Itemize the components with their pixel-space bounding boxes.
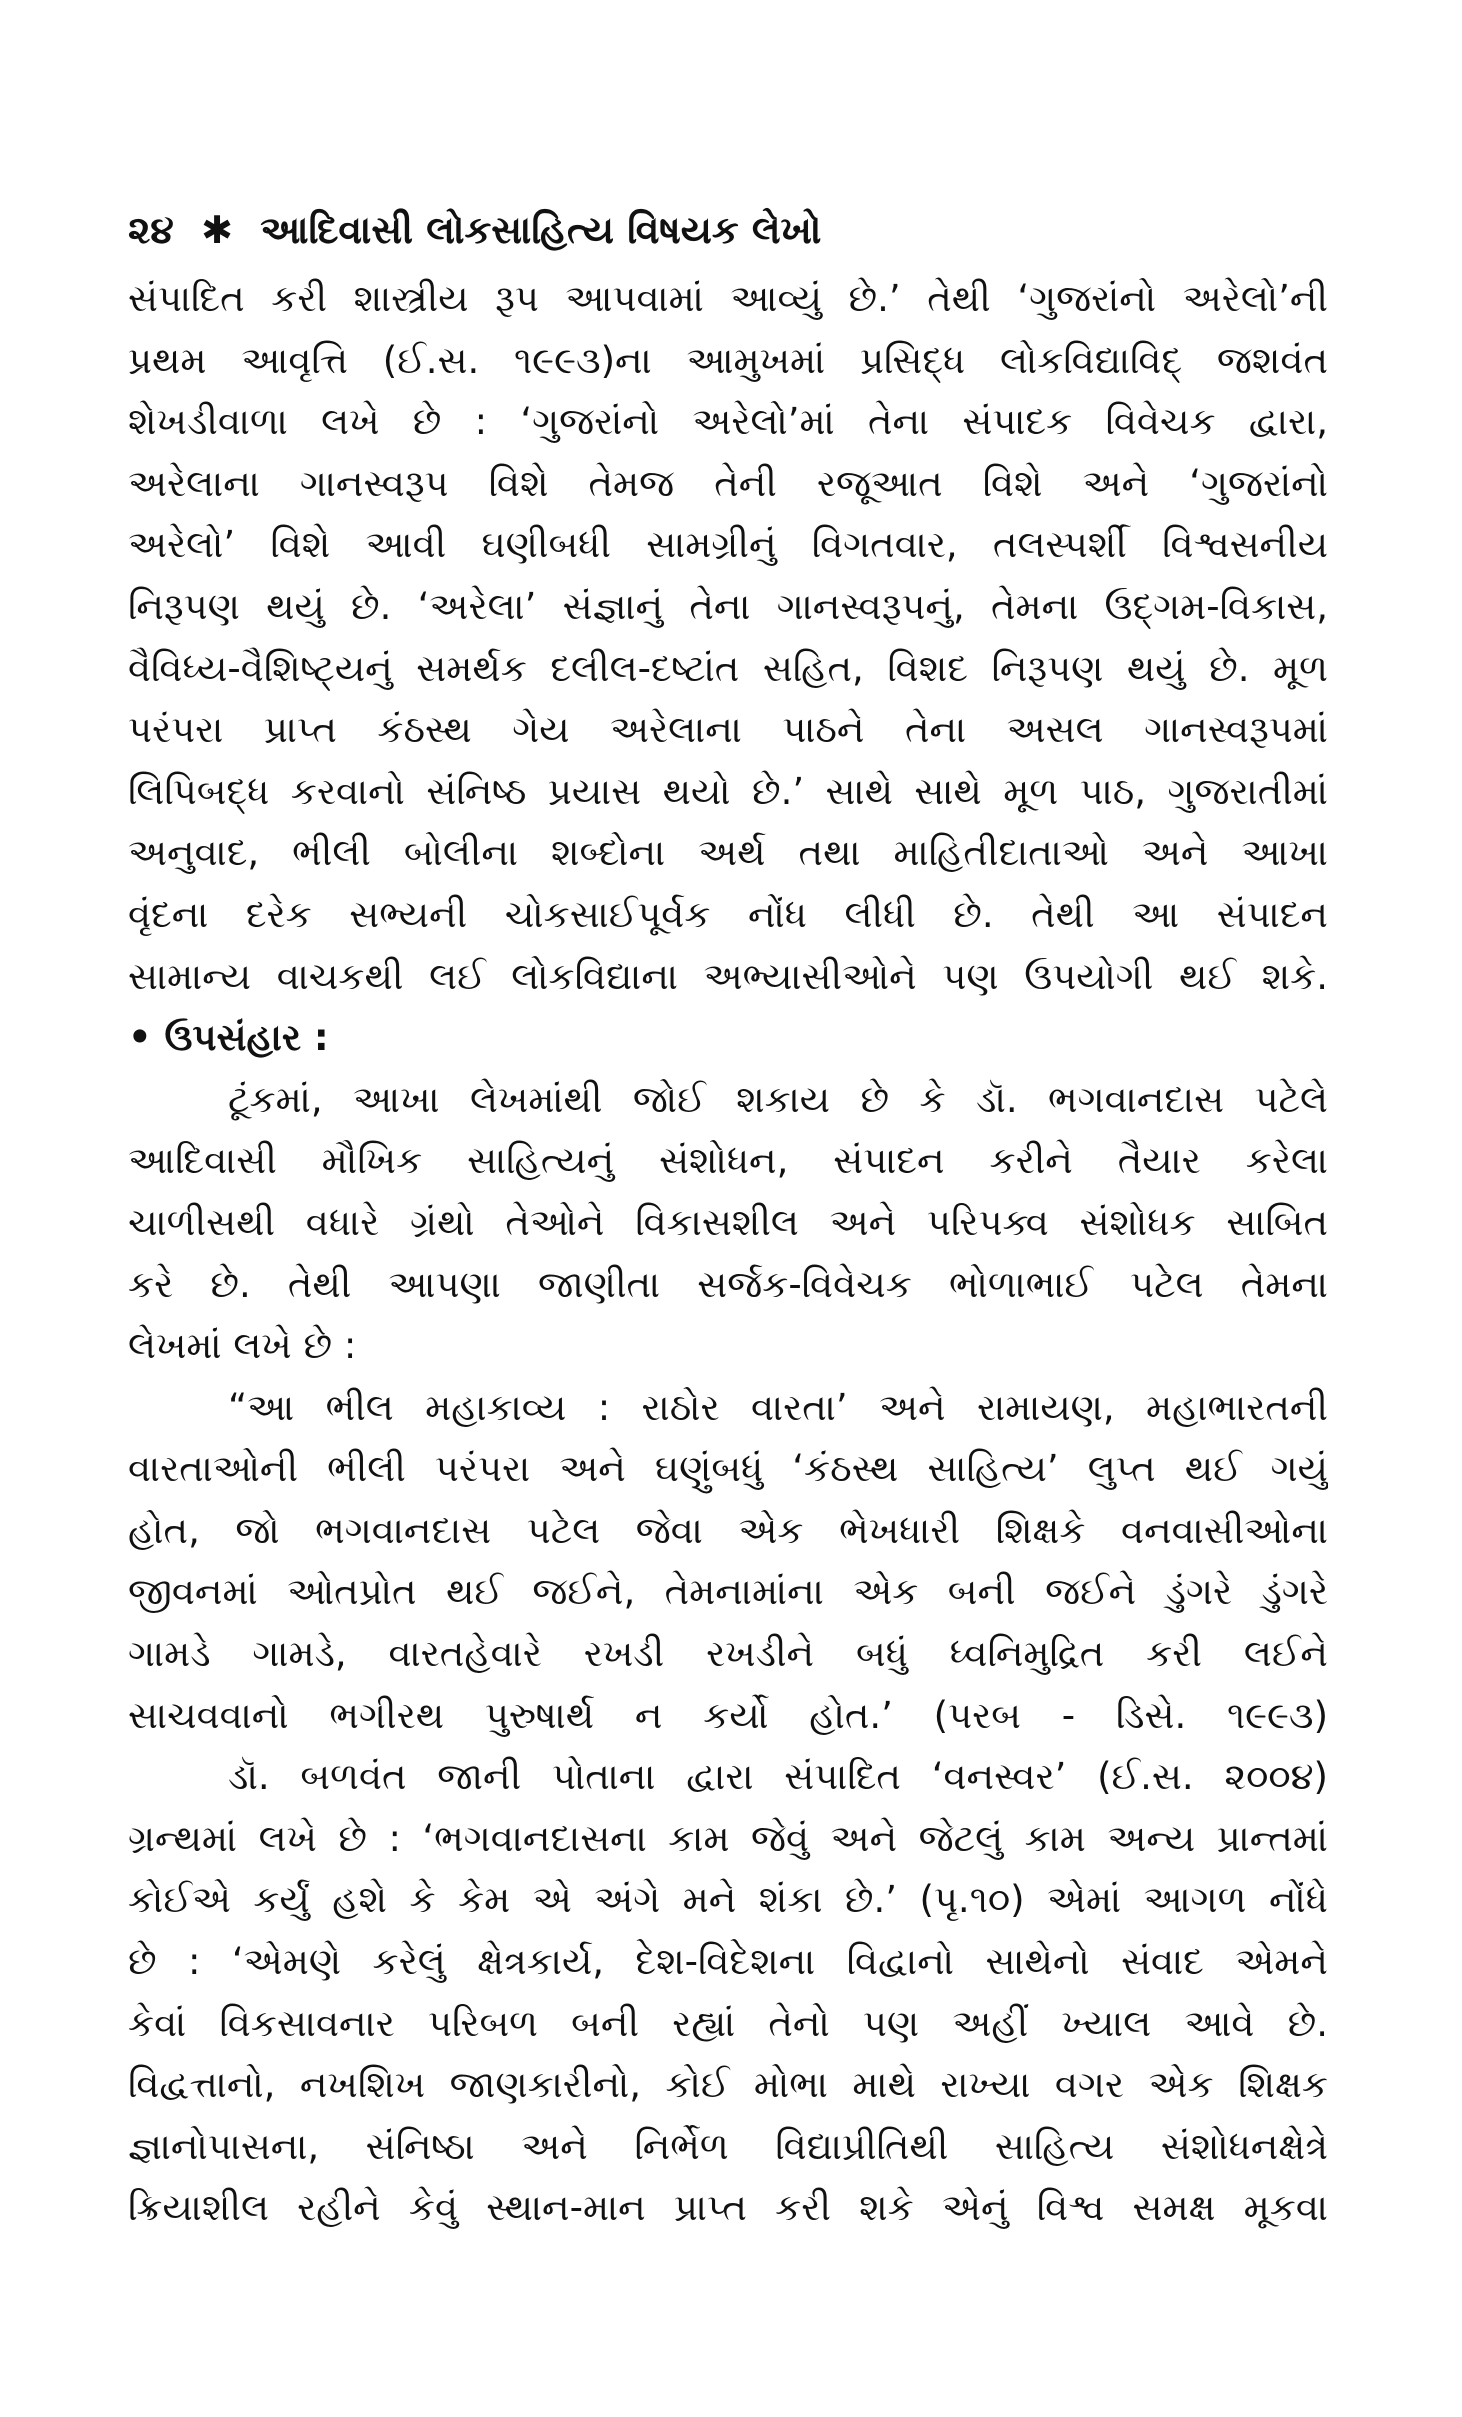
text-line: ગામડે ગામડે, વારતહેવારે રખડી રખડીને બધું ધ્વનિમુદ્રિત કરી લઈને	[128, 1632, 1328, 1676]
text-line: જ્ઞાનોપાસના, સંનિષ્ઠા અને નિર્ભેળ વિદ્યાપ્રીતિથી સાહિત્ય સંશોધનક્ષેત્રે	[128, 2124, 1328, 2168]
text-line: કોઈએ કર્યું હશે કે કેમ એ અંગે મને શંકા છે.’ (પૃ.૧૦) એમાં આગળ નોંધે	[128, 1878, 1328, 1922]
text-line: શેખડીવાળા લખે છે : ‘ગુજરાંનો અરેલો’માં તેના સંપાદક વિવેચક દ્વારા,	[128, 400, 1328, 444]
text-line: વારતાઓની ભીલી પરંપરા અને ઘણુંબધું ‘કંઠસ્થ સાહિત્ય’ લુપ્ત થઈ ગયું	[128, 1447, 1328, 1491]
text-line: ટૂંકમાં, આખા લેખમાંથી જોઈ શકાય છે કે ડૉ. ભગવાનદાસ પટેલે	[228, 1077, 1328, 1121]
text-line: સાચવવાનો ભગીરથ પુરુષાર્થ ન કર્યો હોત.’ (પરબ - ડિસે. ૧૯૯૩)	[128, 1693, 1328, 1737]
text-line: વૃંદના દરેક સભ્યની ચોકસાઈપૂર્વક નોંધ લીધી છે. તેથી આ સંપાદન	[128, 892, 1328, 936]
page-number: ૨૪	[128, 208, 174, 252]
text-line: ચાળીસથી વધારે ગ્રંથો તેઓને વિકાસશીલ અને પરિપક્વ સંશોધક સાબિત	[128, 1200, 1328, 1244]
text-line: છે : ‘એમણે કરેલું ક્ષેત્રકાર્ય, દેશ-વિદેશના વિદ્વાનો સાથેનો સંવાદ એમને	[128, 1940, 1328, 1984]
section-heading: • ઉપસંહાર :	[128, 1016, 329, 1060]
text-line: પરંપરા પ્રાપ્ત કંઠસ્થ ગેય અરેલાના પાઠને તેના અસલ ગાનસ્વરૂપમાં	[128, 708, 1328, 752]
text-line: લિપિબદ્ધ કરવાનો સંનિષ્ઠ પ્રયાસ થયો છે.’ સાથે સાથે મૂળ પાઠ, ગુજરાતીમાં	[128, 769, 1328, 813]
page-body	[128, 268, 1328, 2239]
book-title: આદિવાસી લોકસાહિત્ય વિષયક લેખો	[260, 208, 822, 252]
text-line: કરે છે. તેથી આપણા જાણીતા સર્જક-વિવેચક ભોળાભાઈ પટેલ તેમના	[128, 1262, 1328, 1306]
text-line: અરેલાના ગાનસ્વરૂપ વિશે તેમજ તેની રજૂઆત વિશે અને ‘ગુજરાંનો	[128, 461, 1328, 505]
text-line: ક્રિયાશીલ રહીને કેવું સ્થાન-માન પ્રાપ્ત કરી શકે એનું વિશ્વ સમક્ષ મૂકવા	[128, 2186, 1328, 2230]
paragraph-continued	[128, 268, 1328, 1007]
text-line: સામાન્ય વાચકથી લઈ લોકવિદ્યાના અભ્યાસીઓને પણ ઉપયોગી થઈ શકે.	[128, 954, 1328, 998]
text-line: નિરૂપણ થયું છે. ‘અરેલા’ સંજ્ઞાનું તેના ગાનસ્વરૂપનું, તેમના ઉદ્ગમ-વિકાસ,	[128, 584, 1328, 628]
paragraph-vanswar	[128, 1746, 1328, 2239]
text-line: અરેલો’ વિશે આવી ઘણીબધી સામગ્રીનું વિગતવાર, તલસ્પર્શી વિશ્વસનીય	[128, 523, 1328, 567]
text-line: લેખમાં લખે છે :	[128, 1324, 357, 1368]
text-line: સંપાદિત કરી શાસ્ત્રીય રૂપ આપવામાં આવ્યું છે.’ તેથી ‘ગુજરાંનો અરેલો’ની	[128, 277, 1328, 320]
text-line: આદિવાસી મૌખિક સાહિત્યનું સંશોધન, સંપાદન કરીને તૈયાર કરેલા	[128, 1139, 1328, 1183]
text-line: હોત, જો ભગવાનદાસ પટેલ જેવા એક ભેખધારી શિક્ષકે વનવાસીઓના	[128, 1508, 1328, 1552]
text-line: વિદ્વત્તાનો, નખશિખ જાણકારીનો, કોઈ મોભા માથે રાખ્યા વગર એક શિક્ષક	[128, 2063, 1328, 2107]
text-line: “આ ભીલ મહાકાવ્ય : રાઠોર વારતા’ અને રામાયણ, મહાભારતની	[228, 1385, 1328, 1429]
text-line: કેવાં વિકસાવનાર પરિબળ બની રહ્યાં તેનો પણ અહીં ખ્યાલ આવે છે.	[128, 2001, 1328, 2045]
text-line: જીવનમાં ઓતપ્રોત થઈ જઈને, તેમનામાંના એક બની જઈને ડુંગરે ડુંગરે	[128, 1570, 1328, 1614]
text-line: વૈવિધ્ય-વૈશિષ્ટ્યનું સમર્થક દલીલ-દષ્ટાંત સહિત, વિશદ નિરૂપણ થયું છે. મૂળ	[128, 646, 1328, 690]
block-quote	[128, 1377, 1328, 1747]
text-line: ડૉ. બળવંત જાની પોતાના દ્વારા સંપાદિત ‘વનસ્વર’ (ઈ.સ. ૨૦૦૪)	[228, 1755, 1328, 1799]
running-header	[128, 200, 1328, 260]
asterisk-separator-icon: ✱	[201, 208, 233, 252]
text-line: ગ્રન્થમાં લખે છે : ‘ભગવાનદાસના કામ જેવું અને જેટલું કામ અન્ય પ્રાન્તમાં	[128, 1816, 1328, 1860]
paragraph-conclusion	[128, 1069, 1328, 1377]
text-line: પ્રથમ આવૃત્તિ (ઈ.સ. ૧૯૯૩)ના આમુખમાં પ્રસિદ્ધ લોકવિદ્યાવિદ્ જશવંત	[128, 338, 1328, 382]
text-line: અનુવાદ, ભીલી બોલીના શબ્દોના અર્થ તથા માહિતીદાતાઓ અને આખા	[128, 831, 1328, 875]
